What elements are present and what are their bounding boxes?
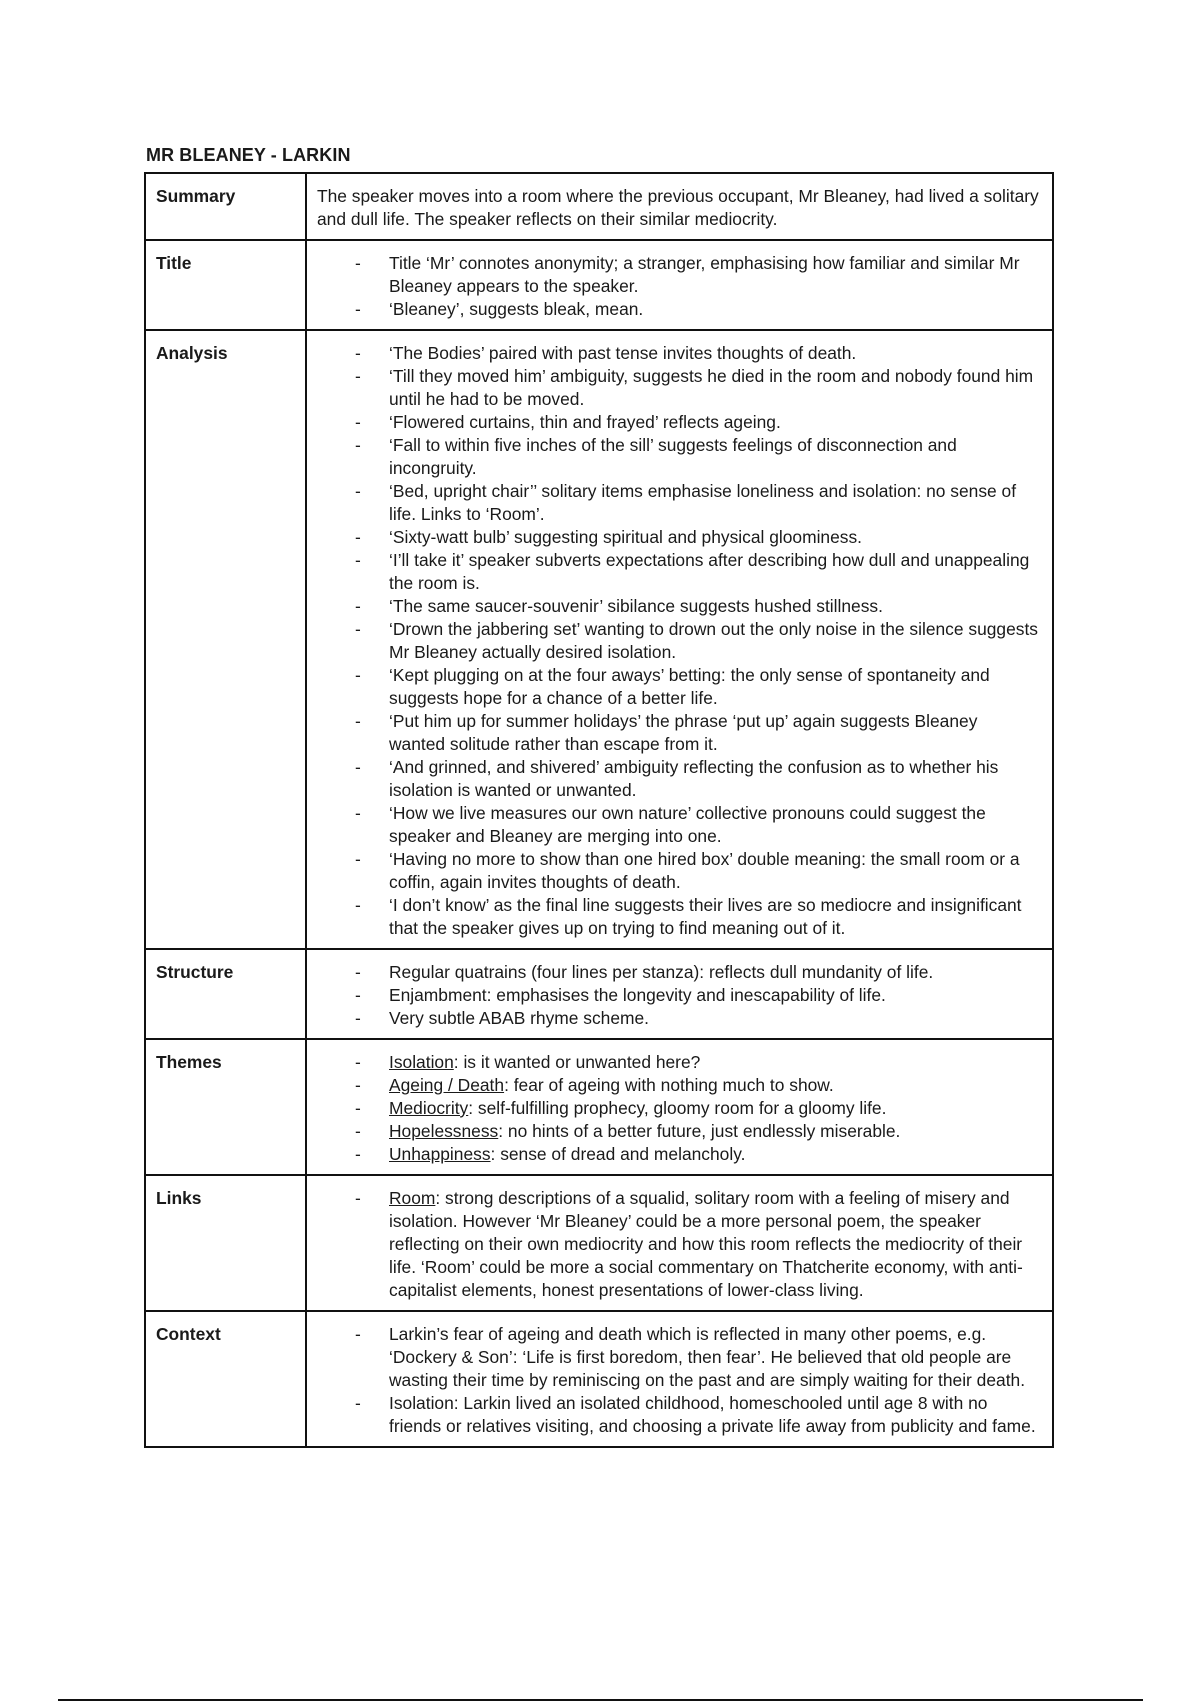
theme-description: : no hints of a better future, just endlessly miserable. — [498, 1121, 901, 1141]
title-content — [306, 240, 1053, 330]
context-label: Context — [145, 1311, 306, 1447]
list-item: - Title ‘Mr’ connotes anonymity; a stranger, emphasising how familiar and similar Mr Bleaney appears to the speaker. — [317, 252, 1038, 298]
list-item: - ‘Sixty-watt bulb’ suggesting spiritual and physical gloominess. — [317, 526, 1038, 549]
link-term: Room — [389, 1188, 436, 1208]
list-item: - ‘How we live measures our own nature’ collective pronouns could suggest the speaker and Bleaney are merging into one. — [317, 802, 1038, 848]
list-item: - ‘Fall to within five inches of the sill’ suggests feelings of disconnection and incongruity. — [317, 434, 1038, 480]
analysis-bullet-list — [317, 342, 1038, 940]
context-content — [306, 1311, 1053, 1447]
theme-term: Ageing / Death — [389, 1075, 505, 1095]
analysis-row — [145, 330, 1053, 949]
title-bullet-list — [317, 252, 1038, 321]
themes-content — [306, 1039, 1053, 1175]
structure-row — [145, 949, 1053, 1039]
links-label: Links — [145, 1175, 306, 1311]
structure-label: Structure — [145, 949, 306, 1039]
title-label: Title — [145, 240, 306, 330]
list-item — [317, 1074, 1038, 1097]
list-item: - ‘Flowered curtains, thin and frayed’ reflects ageing. — [317, 411, 1038, 434]
links-row — [145, 1175, 1053, 1311]
theme-term: Hopelessness — [389, 1121, 499, 1141]
list-item: - ‘And grinned, and shivered’ ambiguity reflecting the confusion as to whether his isolation is wanted or unwanted. — [317, 756, 1038, 802]
document-title: MR BLEANEY - LARKIN — [146, 145, 351, 165]
list-item: - ‘The same saucer-souvenir’ sibilance suggests hushed stillness. — [317, 595, 1038, 618]
list-item: - Enjambment: emphasises the longevity and inescapability of life. — [317, 984, 1038, 1007]
summary-label: Summary — [145, 173, 306, 240]
theme-description: : sense of dread and melancholy. — [490, 1144, 746, 1164]
analysis-content — [306, 330, 1053, 949]
list-item — [317, 1051, 1038, 1074]
theme-term: Isolation — [389, 1052, 454, 1072]
themes-bullet-list — [317, 1051, 1038, 1166]
list-item: - ‘Put him up for summer holidays’ the phrase ‘put up’ again suggests Bleaney wanted solitude rather than escape from it. — [317, 710, 1038, 756]
list-item — [317, 1097, 1038, 1120]
list-item: - ‘I’ll take it’ speaker subverts expectations after describing how dull and unappealing the room is. — [317, 549, 1038, 595]
theme-description: : is it wanted or unwanted here? — [453, 1052, 701, 1072]
list-item: - Larkin’s fear of ageing and death which is reflected in many other poems, e.g. ‘Dockery & Son’: ‘Life is first boredom, then fear’. He believed that old people are wasting their time by reminiscing on the past and are simply waiting for their death. — [317, 1323, 1038, 1392]
list-item: - ‘The Bodies’ paired with past tense invites thoughts of death. — [317, 342, 1038, 365]
list-item: - ‘Drown the jabbering set’ wanting to drown out the only noise in the silence suggests Mr Bleaney actually desired isolation. — [317, 618, 1038, 664]
list-item: - Very subtle ABAB rhyme scheme. — [317, 1007, 1038, 1030]
list-item — [317, 1187, 1038, 1302]
theme-term: Mediocrity — [389, 1098, 469, 1118]
list-item — [317, 1120, 1038, 1143]
link-description: : strong descriptions of a squalid, solitary room with a feeling of misery and isolation. However ‘Mr Bleaney’ could be a more personal poem, the speaker reflecting on their own mediocrity and how this room reflects the mediocrity of their life. ‘Room’ could be more a social commentary on Thatcherite economy, with anti-capitalist elements, honest presentations of lower-class living. — [389, 1188, 1023, 1300]
list-item: - Regular quatrains (four lines per stanza): reflects dull mundanity of life. — [317, 961, 1038, 984]
list-item: - Isolation: Larkin lived an isolated childhood, homeschooled until age 8 with no friends or relatives visiting, and choosing a private life away from publicity and fame. — [317, 1392, 1038, 1438]
notes-table — [144, 172, 1054, 1448]
links-bullet-list — [317, 1187, 1038, 1302]
summary-text: The speaker moves into a room where the previous occupant, Mr Bleaney, had lived a solitary and dull life. The speaker reflects on their similar mediocrity. — [306, 173, 1053, 240]
theme-description: : self-fulfilling prophecy, gloomy room for a gloomy life. — [468, 1098, 887, 1118]
list-item: - ‘I don’t know’ as the final line suggests their lives are so mediocre and insignificant that the speaker gives up on trying to find meaning out of it. — [317, 894, 1038, 940]
links-content — [306, 1175, 1053, 1311]
structure-bullet-list — [317, 961, 1038, 1030]
summary-row — [145, 173, 1053, 240]
themes-label: Themes — [145, 1039, 306, 1175]
analysis-label: Analysis — [145, 330, 306, 949]
context-bullet-list — [317, 1323, 1038, 1438]
structure-content — [306, 949, 1053, 1039]
list-item: - ‘Till they moved him’ ambiguity, suggests he died in the room and nobody found him until he had to be moved. — [317, 365, 1038, 411]
context-row — [145, 1311, 1053, 1447]
list-item — [317, 1143, 1038, 1166]
theme-term: Unhappiness — [389, 1144, 491, 1164]
themes-row — [145, 1039, 1053, 1175]
title-row — [145, 240, 1053, 330]
list-item: - ‘Having no more to show than one hired box’ double meaning: the small room or a coffin, again invites thoughts of death. — [317, 848, 1038, 894]
list-item: - ‘Bleaney’, suggests bleak, mean. — [317, 298, 1038, 321]
theme-description: : fear of ageing with nothing much to show. — [504, 1075, 834, 1095]
list-item: - ‘Bed, upright chair’’ solitary items emphasise loneliness and isolation: no sense of life. Links to ‘Room’. — [317, 480, 1038, 526]
list-item: - ‘Kept plugging on at the four aways’ betting: the only sense of spontaneity and suggests hope for a chance of a better life. — [317, 664, 1038, 710]
